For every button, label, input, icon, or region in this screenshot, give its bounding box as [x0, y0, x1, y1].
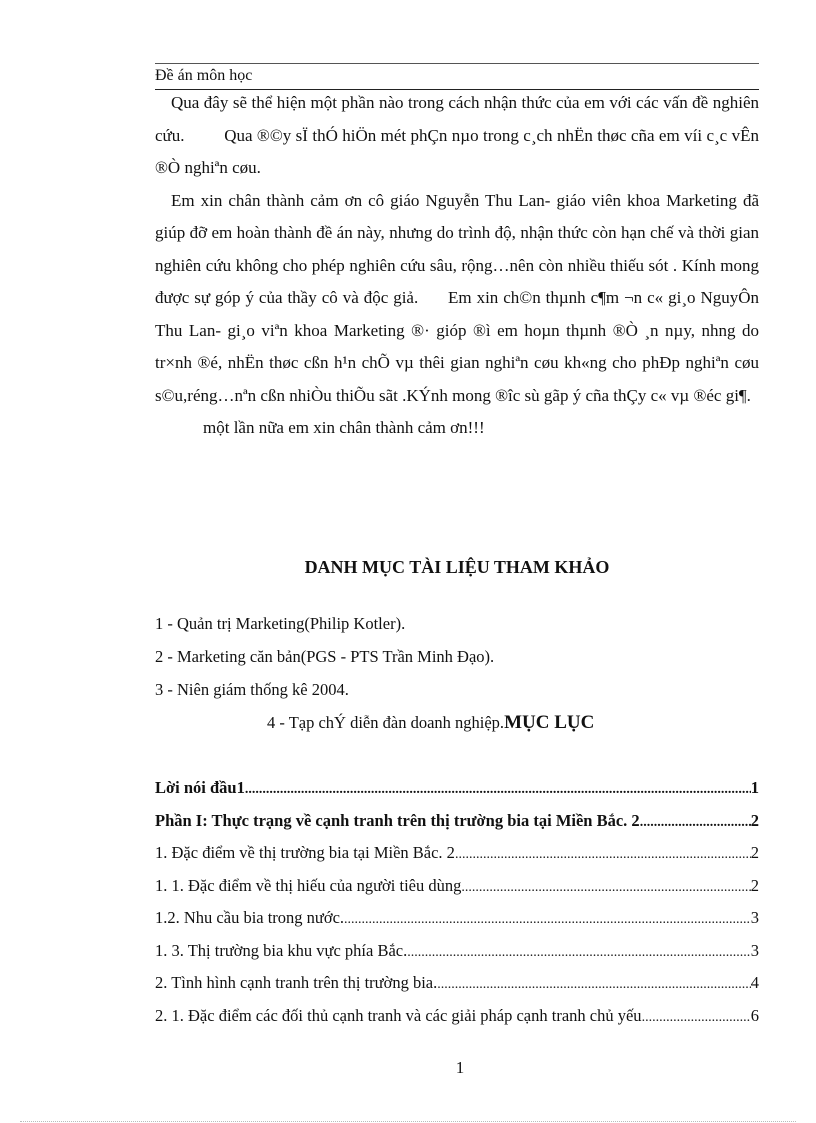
toc-leader-dots — [642, 1002, 751, 1035]
reference-item: 1 - Quản trị Marketing(Philip Kotler). — [155, 614, 406, 633]
reference-item: 2 - Marketing căn bản(PGS - PTS Trần Minh Đạo). — [155, 647, 495, 666]
toc-entry-label: 1. Đặc điểm về thị trường bia tại Miền Bắc. 2 — [155, 843, 455, 862]
toc-entry-label: 1.2. Nhu cầu bia trong nước. — [155, 908, 345, 927]
page-bottom-divider — [20, 1121, 796, 1122]
toc-heading: MỤC LỤC — [504, 712, 595, 733]
paragraph-2-garbled: Em xin ch©n thµnh c¶m ¬n c« gi¸o NguyÔn Thu Lan- gi¸o viªn khoa Marketing ®· gióp ®ì em hoµn thµnh ®Ò ¸n nµy, nhng do tr×nh ®é, nhËn thøc cßn h¹n chÕ vµ thêi gian nghiªn cøu kh«ng cho phÐp nghiªn cøu s©u,réng…nªn cßn nhiÒu thiÕu sãt .KÝnh mong ®îc sù gãp ý cña thÇy c« vµ ®éc gi¶. — [155, 288, 760, 405]
header-top-rule — [155, 63, 759, 64]
toc-entry-label: 1. 1. Đặc điểm về thị hiếu của người tiêu dùng — [155, 875, 462, 895]
toc-entry-page: 4 — [750, 973, 759, 992]
toc-entry[interactable] — [155, 805, 759, 838]
toc-entry-label: 1. 3. Thị trường bia khu vực phía Bắc. — [155, 940, 408, 960]
references-title: DANH MỤC TÀI LIỆU THAM KHẢO — [304, 557, 610, 577]
toc-entry-page: 3 — [750, 940, 759, 960]
toc-leader-dots — [245, 774, 751, 807]
paragraph-2-text: Em xin chân thành cảm ơn cô giáo Nguyễn Thu Lan- giáo viên khoa Marketing đã giúp đỡ em hoàn thành đề án này, nhưng do trình độ, nhận thức còn hạn chế và thời gian nghiên cứu không cho phép nghiên cứu sâu, rộng…nên còn nhiều thiếu sót . Kính mong được sự góp ý của thầy cô và độc giả. — [155, 190, 759, 307]
references-list — [155, 612, 759, 744]
toc-entry-page: 1 — [750, 778, 759, 797]
toc-entry-label: Lời nói đầu1 — [155, 778, 245, 797]
paragraph-1-garbled: Qua ®©y sÏ thÓ hiÖn mét phÇn nµo trong c¸ch nhËn thøc cña em víi c¸c vÊn ®Ò nghiªn cøu. — [155, 125, 759, 177]
paragraph-2 — [155, 185, 759, 413]
table-of-contents — [155, 772, 759, 1032]
toc-leader-dots — [344, 904, 751, 937]
toc-entry[interactable] — [155, 772, 759, 805]
toc-leader-dots — [455, 839, 751, 872]
toc-leader-dots — [437, 969, 751, 1002]
toc-entry[interactable] — [155, 1000, 759, 1033]
reference-item: 4 - Tạp chÝ diễn đàn doanh nghiệp. — [267, 713, 505, 732]
toc-entry-label: 2. Tình hình cạnh tranh trên thị trường bia. — [155, 973, 438, 992]
header-title: Đề án môn học — [155, 67, 253, 84]
paragraph-3: một lần nữa em xin chân thành cảm ơn!!! — [203, 418, 485, 437]
toc-entry-page: 6 — [750, 1005, 759, 1025]
reference-item: 3 - Niên giám thống kê 2004. — [155, 680, 349, 699]
toc-leader-dots — [640, 807, 751, 840]
toc-entry[interactable] — [155, 870, 759, 903]
toc-entry-label: 2. 1. Đặc điểm các đối thủ cạnh tranh và các giải pháp cạnh tranh chủ yếu — [155, 1005, 642, 1025]
toc-entry[interactable] — [155, 902, 759, 935]
body-text — [155, 87, 759, 445]
toc-entry[interactable] — [155, 967, 759, 1000]
toc-entry[interactable] — [155, 837, 759, 870]
reference-item-with-toc-heading — [155, 711, 759, 744]
toc-entry-page: 2 — [750, 843, 759, 862]
toc-entry-page: 2 — [750, 810, 759, 830]
page-number: 1 — [455, 1058, 465, 1077]
toc-leader-dots — [407, 937, 751, 970]
toc-entry-label: Phần I: Thực trạng về cạnh tranh trên thị trường bia tại Miền Bắc. 2 — [155, 810, 640, 830]
toc-entry-page: 2 — [750, 875, 759, 895]
paragraph-1 — [155, 87, 759, 185]
toc-leader-dots — [461, 872, 750, 905]
toc-entry-page: 3 — [750, 908, 759, 927]
toc-entry[interactable] — [155, 935, 759, 968]
paragraph-1-text: Qua đây sẽ thể hiện một phần nào trong cách nhận thức của em với các vấn đề nghiên cứu. — [155, 93, 759, 145]
